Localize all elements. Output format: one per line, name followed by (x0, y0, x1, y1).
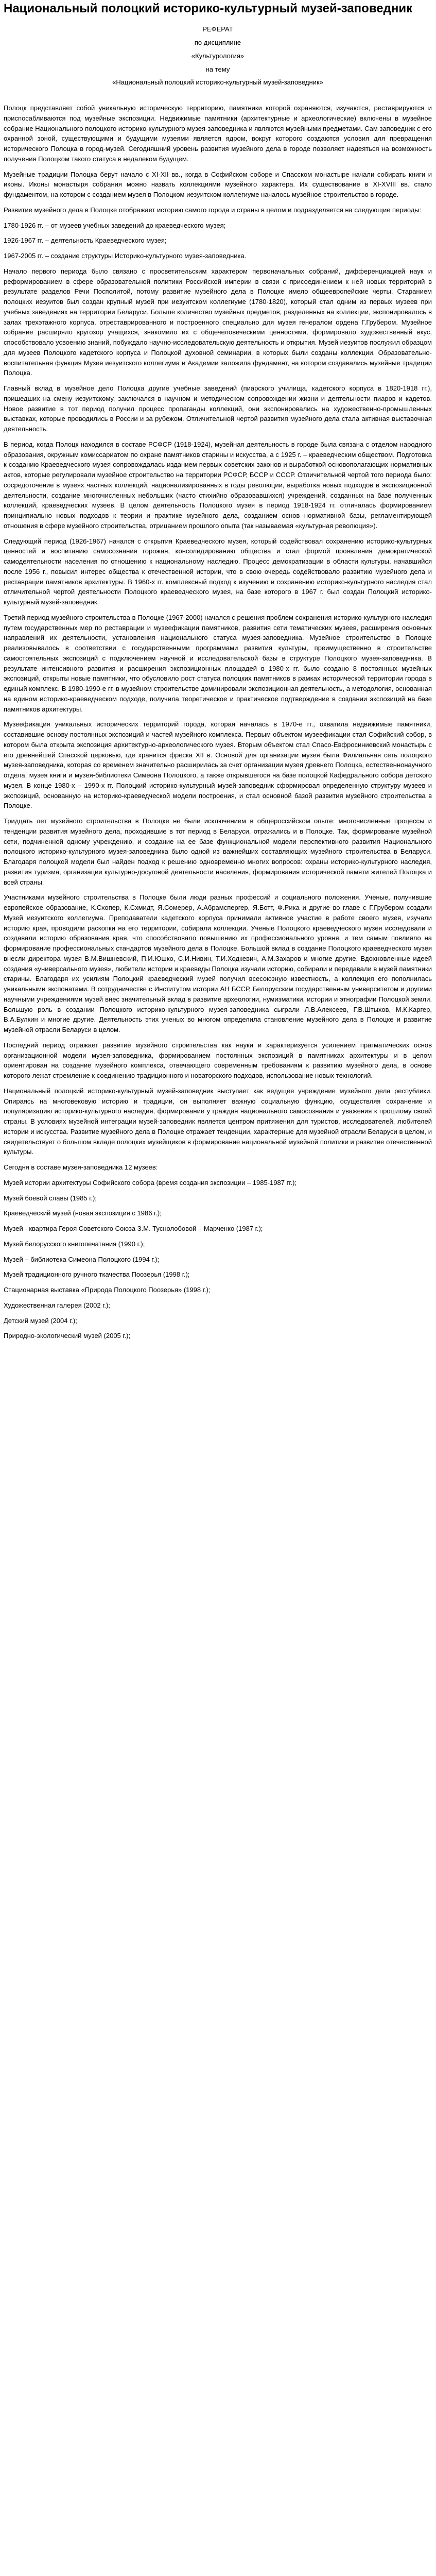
header-line-on-topic: на тему (205, 65, 230, 73)
paragraph: Начало первого периода было связано с просветительским характером первоначальных собраний, дифференциацией наук и реформированием в сфере образовательной политики Российской империи в связи с присоединением к ней новых территорий в результате разделов Речи Посполитой, потому развитие музейного дела в Полоцке имело общеевропейские черты. Старанием полоцких иезуитов был создан крупный музей при иезуитском коллегиуме (1780-1820), который стал одним из первых музеев при учебных заведениях на территории Беларуси. Больше количество музейных предметов, разделенных на коллекции, экспонировалось в залах трехэтажного корпуса, отреставрированного и построенного специально для музея генералом ордена Г.Грубером. Музейное собрание расширяло кругозор учащихся, знакомило их с общечеловеческими ценностями, формировало художественный вкус, способствовало усвоению знаний, побуждало научно-исследовательскую деятельность и открытия. Музей иезуитов послужил образцом для музеев Полоцкого кадетского корпуса и Полоцкой духовной семинарии, в которых были созданы коллекции. Образовательно-воспитательная функция Музея иезуитского коллегиума и Академии заложила фундамент, на котором создавались музейные традиции Полоцка. (4, 267, 432, 377)
museum-item: Детский музей (2004 г.); (4, 1316, 77, 1325)
page-title: Национальный полоцкий историко-культурный музей-заповедник (4, 2, 413, 15)
header-line-subject: «Культурология» (191, 52, 245, 60)
paragraph: Следующий период (1926-1967) начался с открытия Краеведческого музея, который содействовал сохранению историко-культурных ценностей и воспитанию самосознания горожан, консолидированию общества и стал формой проявления демократической самодеятельности населения по отношению к национальному наследию. Процесс демократизации в области культуры, начавшийся после 1956 г., повысил интерес общества к отечественной истории, что в свою очередь содействовало развитию музейного дела и реставрации памятников архитектуры. В 1960-х гг. комплексный подход к изучению и сохранению историко-культурного наследия стал отличительной чертой деятельности Полоцкого краеведческого музея, на базе которого в 1967 г. был создан Полоцкий историко-культурный музей-заповедник. (4, 537, 432, 606)
paragraph: Музейные традиции Полоцка берут начало с XI-XII вв., когда в Софийском соборе и Спасском монастыре начали собирать книги и иконы. Иконы монастыря собрания можно назвать коллекциями музейного характера. Их существование в XI-XVIII вв. стало фундаментом, на котором с созданием музея в Полоцком иезуитском коллегиуме началось музейное строительство в городе. (4, 170, 432, 199)
museum-item: Художественная галерея (2002 г.); (4, 1301, 110, 1309)
museum-item: Музей – библиотека Симеона Полоцкого (1994 г.); (4, 1255, 160, 1263)
paragraph: В период, когда Полоцк находился в составе РСФСР (1918-1924), музейная деятельность в городе была связана с отделом народного образования, окружным комиссариатом по охране памятников старины и искусства, а с 1925 г. – краеведческим обществом. Подготовка к созданию Краеведческого музея сопровождалась изданием первых советских законов и выработкой основополагающих нормативных актов, которые регулировали музейное строительство на территории РСФСР, БССР и СССР. Отличительной чертой того периода было: сосредоточение в музеях частных коллекций, национализированных в годы революции, выработка новых подходов в экспозиционной деятельности, создание многочисленных небольших (часто стихийно образовавшихся) учреждений, созданных на базе полученных коллекций, краеведческих музеев. В целом деятельность Полоцкого музея в период 1918-1924 гг. отличалась формированием принципиально новых подходов к теории и практике музейного дела, созданием основ нормативной базы, регламентирующей отношения в сфере музейного строительства, отрицанием прошлого опыта (так называемая «культурная революция»). (4, 440, 432, 530)
paragraph: Главный вклад в музейное дело Полоцка другие учебные заведений (пиарского училища, кадетского корпуса в 1820-1918 гг.), пришедших на смену иезуитскому, заключался в научном и методическом сопровождении жизни и деятельности пиаров и кадетов. Новое развитие в тот период получил процесс пропаганды коллекций, они экспонировались на художественно-промышленных выставках, которые проводились в России и за рубежом. Отличительной чертой развития музейного дела стала активная выставочная деятельность. (4, 384, 432, 433)
period-item: 1926-1967 гг. – деятельность Краеведческого музея; (4, 236, 167, 245)
title-block (4, 24, 432, 88)
museum-item: Природно-экологический музей (2005 г.); (4, 1332, 131, 1340)
paragraph: Развитие музейного дела в Полоцке отображает историю самого города и страны в целом и подразделяется на следующие периоды: (4, 206, 422, 214)
museum-item: Музей истории архитектуры Софийского собора (время создания экспозиции – 1985-1987 гг.); (4, 1178, 297, 1187)
paragraph: Музеефикация уникальных исторических территорий города, которая началась в 1970-е гг., охватила недвижимые памятники, составившие основу постоянных экспозиций и частей музейного комплекса. Первым объектом музеефикации стал Софийский собор, в котором была открыта экспозиция архитектурно-археологического музея. Вторым объектом стал Спасо-Евфросиниевский монастырь с его древнейшей Спасской церковью, где хранится фреска XII в. Основой для организации музея была Филиальная сеть полоцкого музея-заповедника, которая со временем значительно расширилась за счет организации музея древнего Полоцка, естественнонаучного отдела, музея книги и музея-библиотеки Симеона Полоцкого, а также открывшегося на базе полоцкой Кафедрального собора детского музея. В конце 1980-х – 1990-х гг. Полоцкий историко-культурный музей-заповедник сформировал определенную структуру музеев и экспозиций, основанную на историко-краеведческой модели построения, и стал основной базой развития музейного строительства в Полоцке. (4, 720, 432, 810)
museum-item: Музей - квартира Героя Советского Союза З.М. Туснолобовой – Марченко (1987 г.); (4, 1225, 263, 1233)
museum-item: Музей белорусского книгопечатания (1990 г.); (4, 1240, 145, 1248)
museum-item: Стационарная выставка «Природа Полоцкого Поозерья» (1998 г.); (4, 1286, 211, 1294)
paragraph: Полоцк представляет собой уникальную историческую территорию, памятники которой охраняются, изучаются, реставрируются и приспосабливаются под музейные экспозиции. Недвижимые памятники (архитектурные и археологические) включены в музейное собрание Национального полоцкого историко-культурного музея-заповедника и являются музейными предметами. Сам заповедник с его охранной зоной, существующими и будущими музеями является ядром, вокруг которого создаются условия для превращения исторического Полоцка в город-музей. Сегодняшний уровень развития музейного дела в городе позволяет надеяться на возможность получения Полоцком такого статуса в недалеком будущем. (4, 104, 432, 163)
period-item: 1780-1926 гг. – от музеев учебных заведений до краеведческого музея; (4, 221, 226, 229)
museum-item: Музей боевой славы (1985 г.); (4, 1194, 97, 1202)
paragraph: Национальный полоцкий историко-культурный музей-заповедник выступает как ведущее учреждение музейного дела республики. Опираясь на многовековую историю и традиции, он выполняет важную социальную функцию, осуществляя сохранение и популяризацию историко-культурного наследия, формирование у граждан национального самосознания и уважения к прошлому своей страны. В условиях музейной интеграции музей-заповедник является центром притяжения для туристов, исследователей, любителей истории и искусства. Развитие музейного дела в Полоцке отражает тенденции, характерные для музейной отрасли Беларуси в целом, и свидетельствует о большом вкладе полоцких музейщиков в формирование национальной музейной политики и развитие отечественной культуры. (4, 1087, 432, 1156)
paragraph: Третий период музейного строительства в Полоцке (1967-2000) начался с решения проблем сохранения историко-культурного наследия путем государственных мер по реставрации и музеефикации памятников, развития сети тематических музеев, расширения основных направлений их деятельности, установления национального статуса музея-заповедника. Музейное строительство в Полоцке реализовывалось в соответствии с государственными программами развития культуры, преимущественно в строительстве самостоятельных экспозиций с подключением научной и исследовательской базы в структуре Полоцкого музея-заповедника. В результате интенсивного развития и расширения экспозиционных площадей в 1980-х гг. было создано 8 постоянных музейных экспозиций, открыты новые памятники, что обусловило рост статуса полоцких памятников в рамках исторической территории города в единый комплекс. В 1980-1990-е гг. в музейном строительстве доминировали экспозиционная деятельность, а методология, основанная на едином историко-краеведческом подходе, получила теоретическое и практическое подтверждение в создании экспозиций на базе памятников архитектуры. (4, 613, 432, 713)
paragraph: Участниками музейного строительства в Полоцке были люди разных профессий и социального положения. Ученые, получившие европейское образование, К.Схопер, К.Схмидт, Я.Сомерер, А.Абрамспергер, Я.Ботт, Ф.Рика и другие во главе с Г.Грубером создали Музей иезуитского коллегиума. Преподаватели кадетского корпуса принимали активное участие в работе своего музея, изучали историю края, проводили раскопки на его территории, собирали коллекции. Ученые Полоцкого краеведческого музея исследовали и создавали историю образования края, что способствовало повышению их профессионального уровня, и тем самым повлияло на формирование профессиональных стандартов музейного дела в Полоцке. Большой вклад в создание Полоцкого краеведческого музея внесли директора музея В.М.Вишневский, П.И.Юшко, С.И.Нивин, Т.И.Ходкевич, А.М.Захаров и многие другие. Вдохновленные идеей создания «универсального музея», любители истории и краеведы Полоцка изучали историю, собирали и передавали в музей памятники старины. Благодаря их усилиям Полоцкий краеведческий музей получил всесоюзную известность, а коллекция его пополнилась уникальными экспонатами. В сотрудничестве с Институтом истории АН БССР, Белорусским государственным университетом и другими научными учреждениями музей внес значительный вклад в развитие археологии, нумизматики, истории и этнографии Полоцкой земли. Большую роль в создании Полоцкого историко-культурного музея-заповедника сыграли Л.В.Алексеев, Г.В.Штыхов, М.К.Каргер, В.А.Булкин и многие другие. Деятельность этих ученых во многом определила становление музейного дела в Полоцке и развитие музейной отрасли Беларуси в целом. (4, 893, 432, 1034)
header-line-discipline: по дисциплине (194, 39, 241, 47)
period-item: 1967-2005 гг. – создание структуры Историко-культурного музея-заповедника. (4, 252, 247, 260)
paragraph: Последний период отражает развитие музейного строительства как науки и характеризуется усилением прагматических основ организационной модели музея-заповедника, формированием постоянных экспозиций в памятниках архитектуры и в целом ориентирован на создание музейного комплекса, отвечающего современным требованиям к развитию музейного дела, в основе которого лежат стремление к соединению традиционного и новаторского подходов, использование новых технологий. (4, 1041, 432, 1080)
document-page (0, 1, 436, 1341)
museum-item: Музей традиционного ручного ткачества Поозерья (1998 г.); (4, 1270, 190, 1279)
museum-item: Краеведческий музей (новая экспозиция с 1986 г.); (4, 1209, 162, 1217)
paragraph: Тридцать лет музейного строительства в Полоцке не были исключением в общероссийском опыте: многочисленные процессы и тенденции развития музейного дела, проходившие в тот период в Беларуси, отражались и в Полоцке. Так, формирование музейной сети, подчиненной одному учреждению, и создание на ее базе функциональной модели перспективного развития Национального полоцкого историко-культурного музея-заповедника было одной из важнейших составляющих музейного строительства в Беларуси. Благодаря полоцкой модели был найден подход к решению одновременно многих вопросов: охраны историко-культурного наследия, развития туризма, организации культурно-досуговой деятельности населения, формирования исторической памяти жителей Полоцка и всей страны. (4, 817, 432, 886)
header-line-report: РЕФЕРАТ (202, 25, 233, 33)
museums-intro: Сегодня в составе музея-заповедника 12 музеев: (4, 1163, 158, 1172)
header-line-topic: «Национальный полоцкий историко-культурный музей-заповедник» (112, 78, 323, 87)
